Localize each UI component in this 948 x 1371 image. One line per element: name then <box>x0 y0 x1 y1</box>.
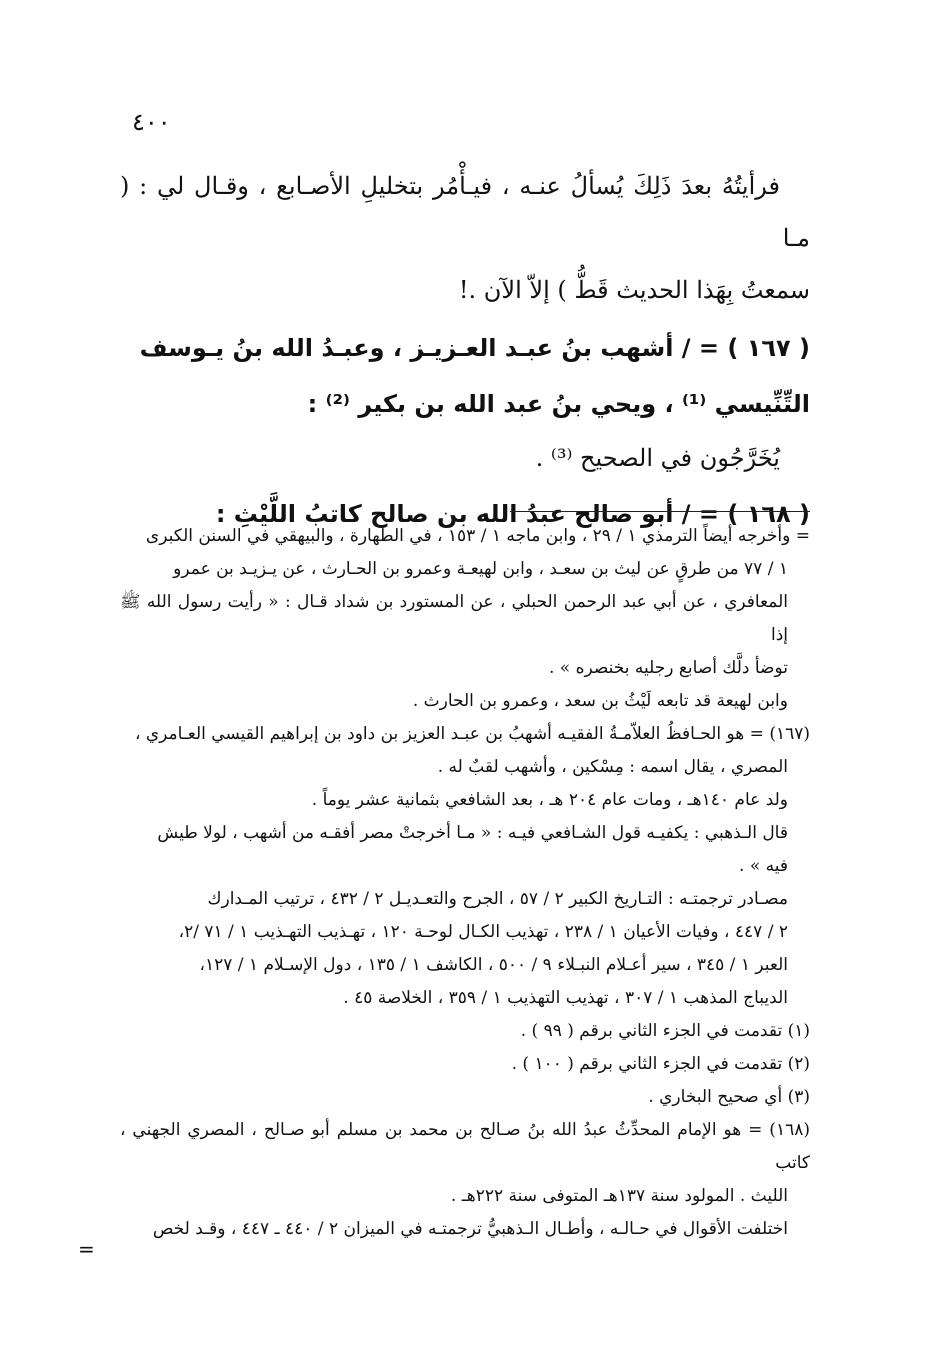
main-text <box>120 160 810 542</box>
footnote-line: الليث . المولود سنة ١٣٧هـ المتوفى سنة ٢٢٢هـ . <box>450 1186 788 1206</box>
entry-167-heading-continued: التِّنِّيسي ⁽¹⁾ ، ويحي بنُ عبد الله بن بكير ⁽²⁾ : <box>307 390 810 418</box>
footnote-line: ١ / ٧٧ من طرقٍ عن ليث بن سعـد ، وابن لهيعـة وعمرو بن الحـارث ، عن يـزيـد بن عمرو <box>173 559 788 579</box>
footnote-line: اختلفت الأقوال في حـالـه ، وأطـال الـذهبيُّ ترجمتـه في الميزان ٢ / ٤٤٠ ـ ٤٤٧ ، وقـد لخص <box>152 1219 788 1239</box>
footnote-line: الديباج المذهب ١ / ٣٠٧ ، تهذيب التهذيب ١ / ٣٥٩ ، الخلاصة ٤٥ . <box>343 988 788 1008</box>
footnote-1: (١) تقدمت في الجزء الثاني برقم ( ٩٩ ) . <box>520 1021 810 1041</box>
paragraph-line: فرأيتُهُ بعدَ ذَلِكَ يُسألُ عنـه ، فيـأْمُر بتخليلِ الأصـابع ، وقـال لي : ( مـا <box>120 172 810 252</box>
footnote-line: (١٦٨) = هو الإمام المحدِّثُ عبدُ الله بنُ صـالح بن محمد بن مسلم أبو صـالح ، المصري الجهني ، كاتب <box>120 1120 810 1173</box>
page-number: ٤٠٠ <box>132 108 171 136</box>
paragraph-line: سمعتُ بِهَذا الحديث قَطُّ ) إلاّ الآن .! <box>458 276 810 304</box>
footnote-line: ولد عام ١٤٠هـ ، ومات عام ٢٠٤ هـ ، بعد الشافعي بثمانية عشر يوماً . <box>311 790 788 810</box>
footnote-3: (٣) أي صحيح البخاري . <box>648 1087 810 1107</box>
footnote-line: مصـادر ترجمتـه : التـاريخ الكبير ٢ / ٥٧ ، الجرح والتعـديـل ٢ / ٤٣٢ ، ترتيب المـدارك <box>207 889 788 909</box>
footnote-line: قال الـذهبي : يكفيـه قول الشـافعي فيـه : « مـا أخرجتْ مصر أفقـه من أشهب ، لولا طيش <box>157 823 788 843</box>
entry-168-heading: ( ١٦٨ ) = / أبو صالح عبدُ الله بن صالح كاتبُ اللَّيْثِ : <box>215 500 810 528</box>
footnote-line: (١٦٧) = هو الحـافظُ العلاّمـةُ الفقيـه أشهبُ بن عبـد العزيز بن داود بن إبراهيم القيسي العـامري ، <box>134 724 810 744</box>
footnote-line: وابن لهيعة قد تابعه لَيْثُ بن سعد ، وعمرو بن الحارث . <box>412 691 788 711</box>
footnotes <box>120 520 810 1246</box>
footnote-line: العبر ١ / ٣٤٥ ، سير أعـلام النبـلاء ٩ / ٥٠٠ ، الكاشف ١ / ١٣٥ ، دول الإسـلام ١ / ١٢٧، <box>199 955 788 975</box>
footnote-line: = وأخرجه أيضاً الترمذي ١ / ٢٩ ، وابن ماجه ١ / ١٥٣ ، في الطهارة ، والبيهقي في السنن الكبرى <box>145 526 810 546</box>
footnote-line: توضأ دلَّك أصابع رجليه بخنصره » . <box>548 658 788 678</box>
footnote-line: المصري ، يقال اسمه : مِسْكين ، وأشهب لقبٌ له . <box>437 757 788 777</box>
footnote-2: (٢) تقدمت في الجزء الثاني برقم ( ١٠٠ ) . <box>511 1054 810 1074</box>
entry-167-heading: ( ١٦٧ ) = / أشهب بنُ عبـد العـزيـز ، وعبـدُ الله بنُ يـوسف <box>139 334 810 362</box>
footnote-line: فيه » . <box>739 856 788 876</box>
footnote-line: ٢ / ٤٤٧ ، وفيات الأعيان ١ / ٢٣٨ ، تهذيب الكـال لوحـة ١٢٠ ، تهـذيب التهـذيب ١ / ٧١ /٢، <box>178 922 788 942</box>
footnote-line: المعافري ، عن أبي عبد الرحمن الحبلي ، عن المستورد بن شداد قـال : « رأيت رسول الله ﷺ إذا <box>120 592 788 645</box>
continuation-mark: = <box>78 1237 95 1261</box>
footnote-divider <box>510 511 810 512</box>
entry-167-text: يُخَرَّجُون في الصحيح ⁽³⁾ . <box>535 444 780 472</box>
